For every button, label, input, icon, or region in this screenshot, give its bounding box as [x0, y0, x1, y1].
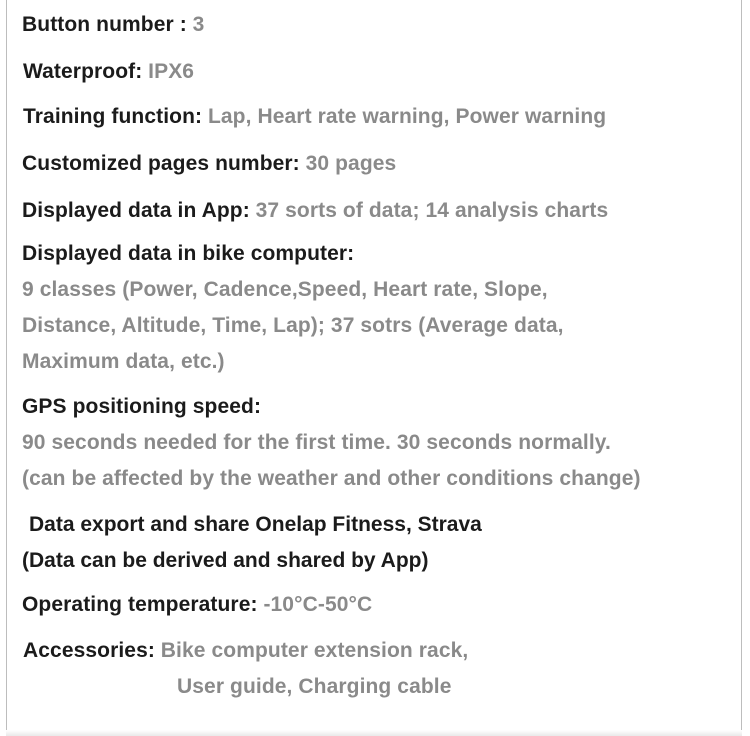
- panel-bottom-shadow: [6, 730, 742, 736]
- spec-label: Customized pages number:: [22, 152, 300, 175]
- spec-label: Waterproof:: [23, 60, 143, 83]
- spec-label: Operating temperature:: [22, 593, 258, 616]
- spec-value: Lap, Heart rate warning, Power warning: [207, 105, 607, 128]
- spec-value: 3: [192, 13, 205, 36]
- spec-data-export-line: (Data can be derived and shared by App): [22, 549, 429, 572]
- spec-value: IPX6: [148, 60, 195, 83]
- spec-label: Training function:: [23, 105, 203, 128]
- spec-accessories-line: User guide, Charging cable: [177, 675, 452, 698]
- spec-value: -10°C-50°C: [263, 593, 373, 616]
- spec-displayed-bike-label: Displayed data in bike computer:: [22, 242, 355, 265]
- spec-label: Button number :: [22, 13, 187, 36]
- spec-button-number: [22, 7, 204, 43]
- spec-displayed-bike-line: 9 classes (Power, Cadence,Speed, Heart rate, Slope,: [22, 278, 548, 301]
- spec-label: Displayed data in App:: [22, 199, 250, 222]
- spec-gps-label: GPS positioning speed:: [22, 395, 262, 418]
- spec-value: 37 sorts of data; 14 analysis charts: [255, 199, 609, 222]
- spec-data-export-line: Data export and share Onelap Fitness, Strava: [29, 513, 482, 536]
- spec-operating-temp: [22, 587, 372, 623]
- spec-displayed-bike-line: Maximum data, etc.): [22, 350, 225, 373]
- spec-displayed-app: [22, 193, 608, 229]
- spec-gps-line: 90 seconds needed for the first time. 30 seconds normally.: [22, 431, 611, 454]
- spec-value: Bike computer extension rack,: [160, 639, 469, 662]
- spec-customized-pages: [22, 146, 396, 182]
- spec-displayed-bike-line: Distance, Altitude, Time, Lap); 37 sotrs (Average data,: [22, 314, 564, 337]
- spec-value: 30 pages: [305, 152, 397, 175]
- spec-training-function: [23, 99, 606, 135]
- spec-waterproof: [23, 54, 194, 90]
- spec-accessories: [23, 633, 468, 669]
- spec-label: Accessories:: [23, 639, 155, 662]
- spec-gps-line: (can be affected by the weather and other conditions change): [22, 467, 641, 490]
